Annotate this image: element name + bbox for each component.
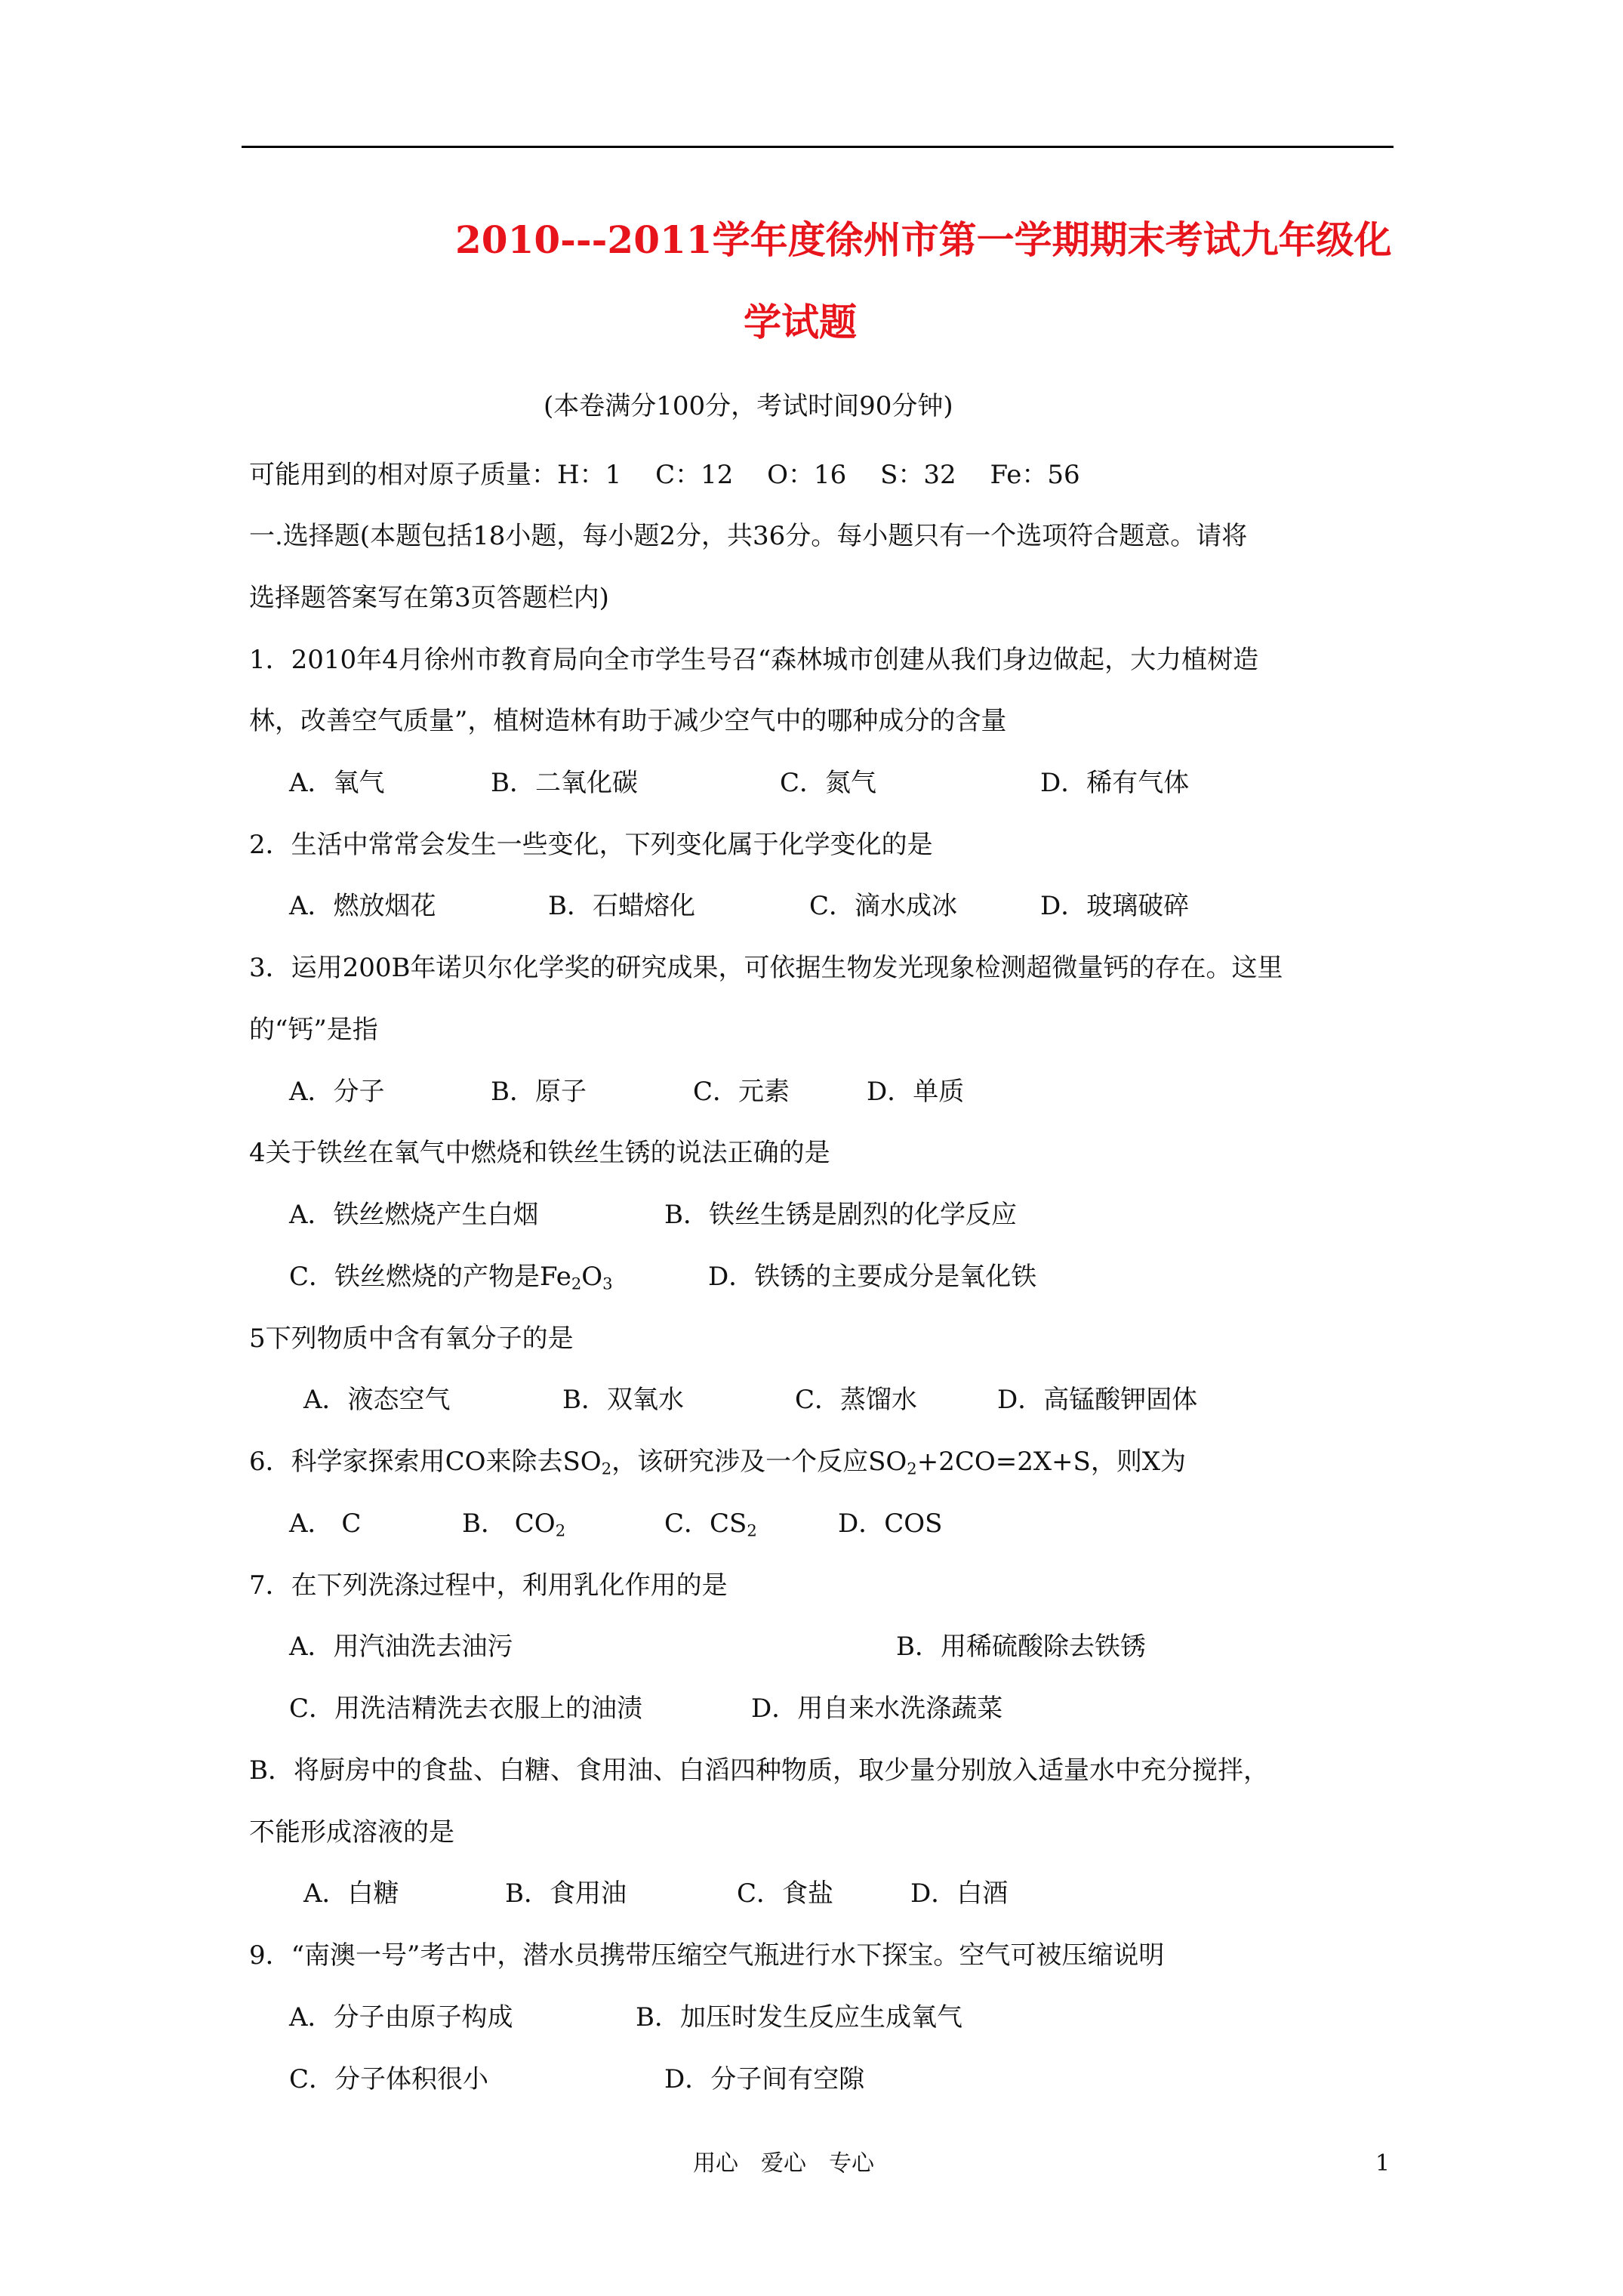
exam-info: (本卷满分100分，考试时间90分钟) xyxy=(544,391,953,421)
q5-option-a: A．液态空气 xyxy=(303,1385,451,1415)
q7-options-row-1 xyxy=(0,1634,1623,1664)
page-number: 1 xyxy=(1375,2150,1390,2177)
q9-stem-line-1: 9．“南澳一号”考古中，潜水员携带压缩空气瓶进行水下探宝。空气可被压缩说明 xyxy=(249,1940,1165,1971)
q3-option-b: B．原子 xyxy=(491,1077,587,1107)
q9-option-a: A．分子由原子构成 xyxy=(289,2002,513,2032)
q6-options xyxy=(0,1511,1623,1541)
q5-options xyxy=(0,1387,1623,1417)
q1-options xyxy=(0,770,1623,800)
q4-option-b: B．铁丝生锈是剧烈的化学反应 xyxy=(664,1200,1017,1230)
q5-option-d: D．高锰酸钾固体 xyxy=(997,1385,1198,1415)
section-instructions-line-2: 选择题答案写在第3页答题栏内) xyxy=(249,583,609,613)
atomic-masses: 可能用到的相对原子质量：H：1 C：12 O：16 S：32 Fe：56 xyxy=(249,460,1080,490)
q9-options-row-1 xyxy=(0,2002,1623,2035)
footer-motto: 用心 爱心 专心 xyxy=(693,2150,874,2177)
q7-options-row-2 xyxy=(0,1693,1623,1726)
header-rule xyxy=(242,146,1394,148)
q1-option-d: D．稀有气体 xyxy=(1040,768,1190,798)
q1-stem-line-2: 林，改善空气质量”，植树造林有助于减少空气中的哪种成分的含量 xyxy=(249,706,1007,736)
title-line-1: 2010---2011学年度徐州市第一学期期末考试九年级化 xyxy=(455,217,1392,262)
q3-option-d: D．单质 xyxy=(867,1077,965,1107)
title-line-2: 学试题 xyxy=(744,300,857,344)
q2-stem-line-1: 2．生活中常常会发生一些变化，下列变化属于化学变化的是 xyxy=(249,830,933,860)
q2-option-a: A．燃放烟花 xyxy=(289,891,436,921)
q6-option-c: C．$CS_2$ xyxy=(664,1509,757,1540)
q8-option-b: B．食用油 xyxy=(505,1878,627,1909)
q6-option-a: A． C xyxy=(289,1509,362,1539)
q6-option-b: B． $CO_2$ xyxy=(462,1509,566,1540)
q8-option-a: A．白糖 xyxy=(303,1878,399,1909)
q9-options-row-2 xyxy=(0,2066,1623,2097)
q4-option-c: C．铁丝燃烧的产物是$Fe_2O_3$ xyxy=(289,1262,613,1293)
q3-stem-line-2: 的“钙”是指 xyxy=(249,1015,378,1045)
q7-option-c: C．用洗洁精洗去衣服上的油渍 xyxy=(289,1693,643,1724)
q4-options-row-1 xyxy=(0,1202,1623,1232)
q8-stem-line-1: B．将厨房中的食盐、白糖、食用油、白滔四种物质，取少量分别放入适量水中充分搅拌， xyxy=(249,1755,1269,1786)
q7-option-b: B．用稀硫酸除去铁锈 xyxy=(896,1632,1146,1662)
q5-stem-line-1: 5下列物质中含有氧分子的是 xyxy=(249,1324,574,1354)
q8-stem-line-2: 不能形成溶液的是 xyxy=(249,1817,454,1848)
q6-option-d: D．COS xyxy=(838,1509,943,1539)
q2-option-c: C．滴水成冰 xyxy=(809,891,958,921)
q8-options xyxy=(0,1878,1623,1911)
q1-stem-line-1: 1．2010年4月徐州市教育局向全市学生号召“森林城市创建从我们身边做起，大力植树造 xyxy=(249,645,1259,675)
q2-option-d: D．玻璃破碎 xyxy=(1040,891,1190,921)
q4-options-row-2 xyxy=(0,1264,1623,1294)
q9-option-b: B．加压时发生反应生成氧气 xyxy=(636,2002,962,2032)
q3-option-a: A．分子 xyxy=(289,1077,385,1107)
q1-option-b: B．二氧化碳 xyxy=(491,768,638,798)
q5-option-c: C．蒸馏水 xyxy=(795,1385,918,1415)
q8-option-d: D．白酒 xyxy=(910,1878,1009,1909)
q2-option-b: B．石蜡熔化 xyxy=(548,891,695,921)
q7-option-a: A．用汽油洗去油污 xyxy=(289,1632,513,1662)
q7-option-d: D．用自来水洗涤蔬菜 xyxy=(751,1693,1003,1724)
q6-stem-line-1: 6．科学家探索用CO来除去$SO_2$，该研究涉及一个反应$SO_2+2CO=2X+S$，则X为 xyxy=(249,1447,1187,1478)
q2-options xyxy=(0,893,1623,923)
q4-option-a: A．铁丝燃烧产生白烟 xyxy=(289,1200,539,1230)
q8-option-c: C．食盐 xyxy=(737,1878,834,1909)
q1-option-a: A．氧气 xyxy=(289,768,385,798)
q1-option-c: C．氮气 xyxy=(780,768,877,798)
q3-options xyxy=(0,1079,1623,1109)
q9-option-d: D．分子间有空隙 xyxy=(664,2064,865,2094)
q7-stem-line-1: 7．在下列洗涤过程中，利用乳化作用的是 xyxy=(249,1570,728,1601)
q4-stem-line-1: 4关于铁丝在氧气中燃烧和铁丝生锈的说法正确的是 xyxy=(249,1138,830,1168)
q5-option-b: B．双氧水 xyxy=(562,1385,684,1415)
q9-option-c: C．分子体积很小 xyxy=(289,2064,489,2094)
q3-option-c: C．元素 xyxy=(693,1077,790,1107)
q4-option-d: D．铁锈的主要成分是氧化铁 xyxy=(708,1262,1037,1292)
q3-stem-line-1: 3．运用200B年诺贝尔化学奖的研究成果，可依据生物发光现象检测超微量钙的存在。这里 xyxy=(249,953,1283,983)
section-instructions-line-1: 一.选择题(本题包括18小题，每小题2分，共36分。每小题只有一个选项符合题意。请将 xyxy=(249,521,1248,551)
